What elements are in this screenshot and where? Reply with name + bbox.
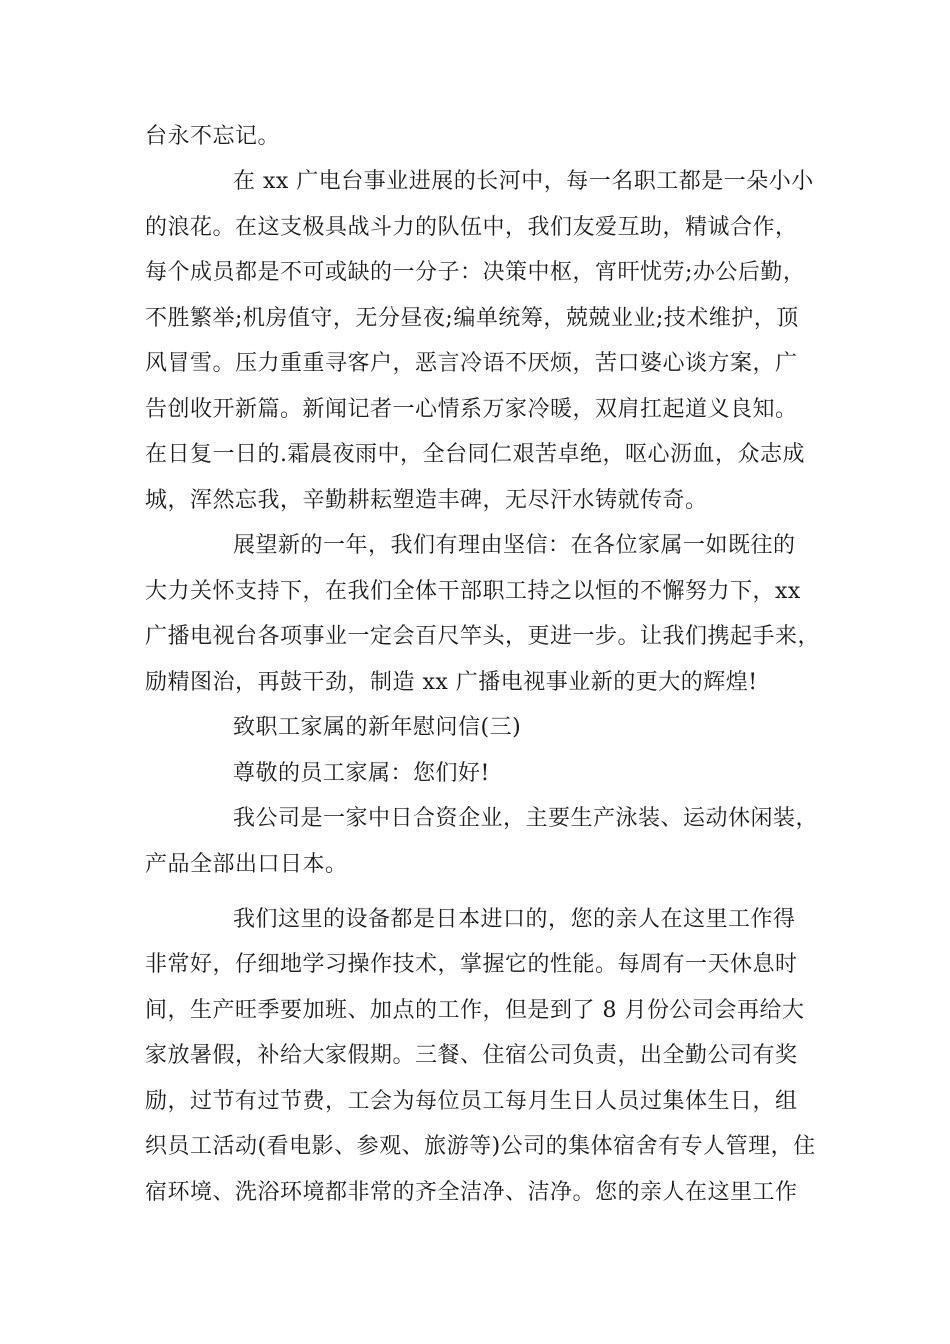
text-line: 在日复一日的.霜晨夜雨中，全台同仁艰苦卓绝，呕心沥血，众志成 [145,442,805,467]
text-line: 每个成员都是不可或缺的一分子：决策中枢，宵旰忧劳;办公后勤， [145,260,806,285]
text-line: 励精图治，再鼓干劲，制造 xx 广播电视事业新的更大的辉煌! [145,670,758,695]
text-line: 产品全部出口日本。 [145,852,348,877]
paragraph-first-line: 展望新的一年，我们有理由坚信：在各位家属一如既往的 [233,533,796,558]
text-line: 不胜繁举;机房值守，无分昼夜;编单统筹，兢兢业业;技术维护，顶 [145,306,799,331]
text-line: 家放暑假，补给大家假期。三餐、住宿公司负责，出全勤公司有奖 [145,1043,798,1068]
text-line: 风冒雪。压力重重寻客户，恶言冷语不厌烦，苦口婆心谈方案，广 [145,351,798,376]
text-line: 非常好，仔细地学习操作技术，掌握它的性能。每周有一天休息时 [145,952,798,977]
text-line: 间，生产旺季要加班、加点的工作，但是到了 8 月份公司会再给大 [145,998,805,1023]
paragraph-first-line: 我公司是一家中日合资企业，主要生产泳装、运动休闲装， [233,806,819,831]
text-line: 励，过节有过节费，工会为每位员工每月生日人员过集体生日，组 [145,1089,798,1114]
text-line: 台永不忘记。 [145,124,281,149]
text-line: 城，浑然忘我，辛勤耕耘塑造丰碑，无尽汗水铸就传奇。 [145,488,708,513]
paragraph-first-line: 在 xx 广电台事业进展的长河中，每一名职工都是一朵小小 [233,169,814,194]
section-title: 致职工家属的新年慰问信(三) [233,715,522,740]
text-line: 告创收开新篇。新闻记者一心情系万家冷暖，双肩扛起道义良知。 [145,397,798,422]
text-line: 织员工活动(看电影、参观、旅游等)公司的集体宿舍有专人管理，住 [145,1134,816,1159]
text-line: 广播电视台各项事业一定会百尺竿头，更进一步。让我们携起手来， [145,624,821,649]
text-line: 宿环境、洗浴环境都非常的齐全洁净、洁净。您的亲人在这里工作 [145,1180,798,1205]
text-line: 大力关怀支持下，在我们全体干部职工持之以恒的不懈努力下，xx [145,579,801,604]
paragraph-first-line: 我们这里的设备都是日本进口的，您的亲人在这里工作得 [233,907,796,932]
salutation: 尊敬的员工家属：您们好! [233,761,490,786]
text-line: 的浪花。在这支极具战斗力的队伍中，我们友爱互助，精诚合作， [145,215,798,240]
